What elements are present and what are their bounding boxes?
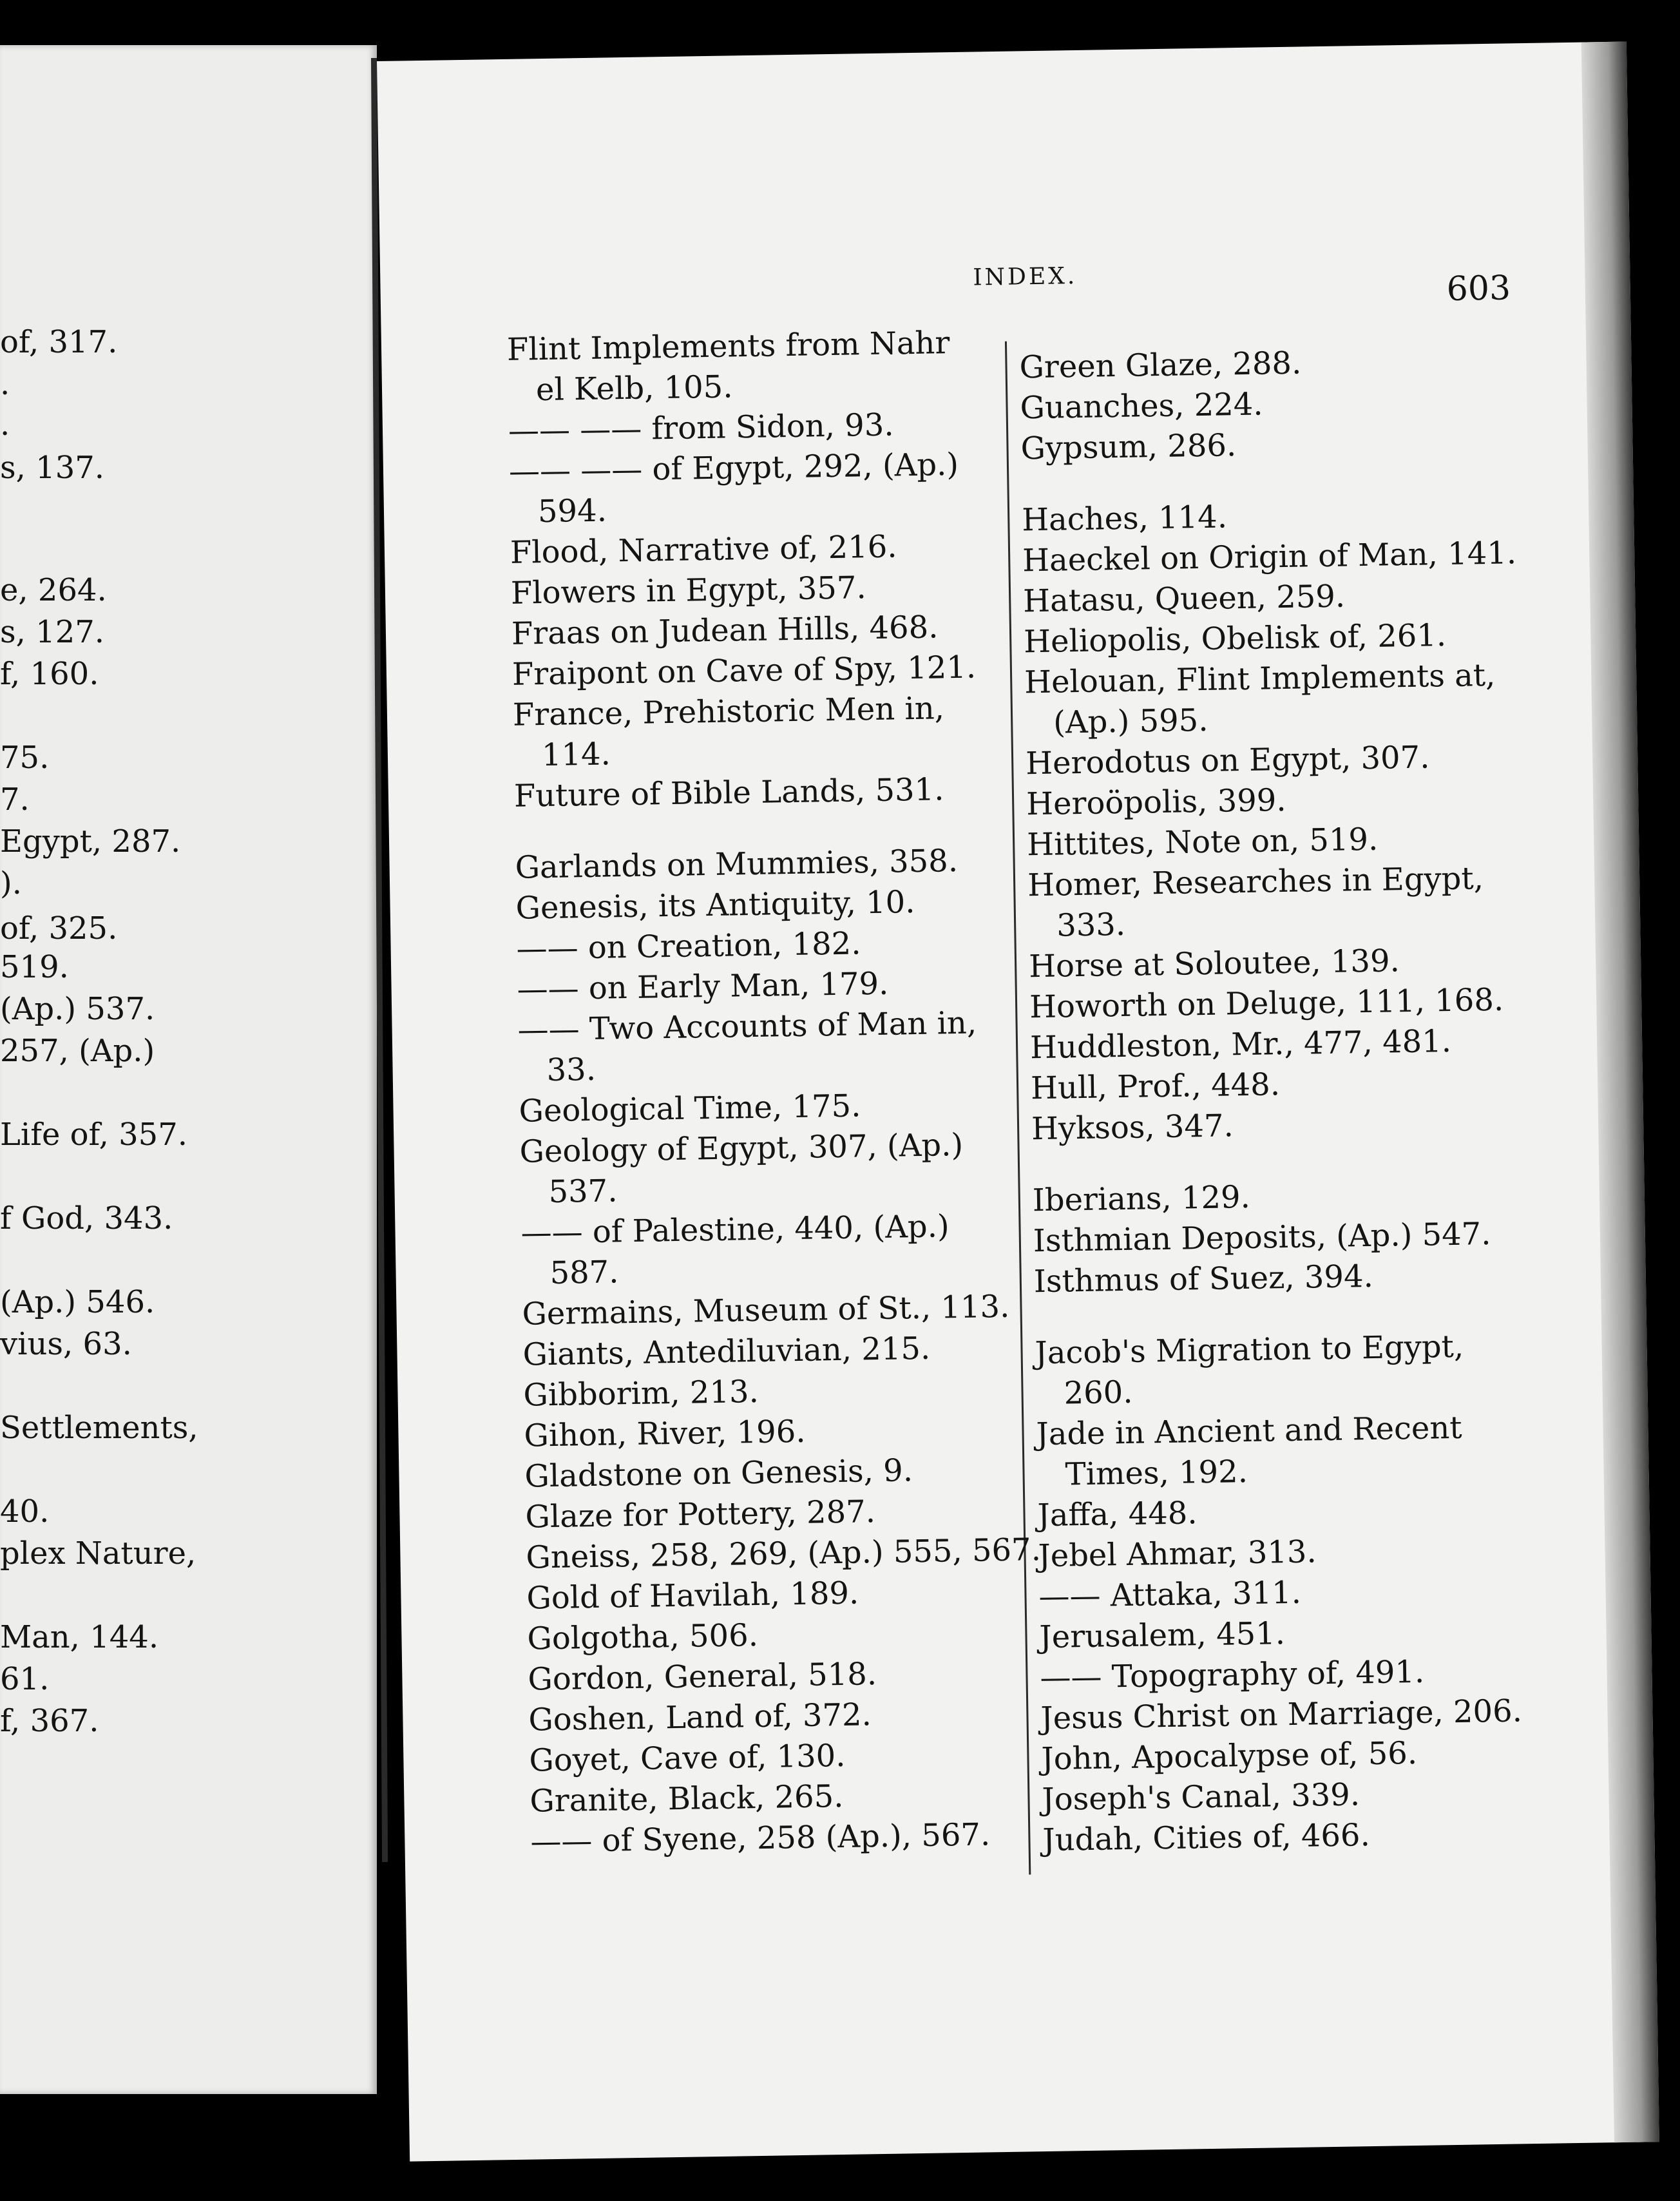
left-fragment: ).: [0, 865, 22, 901]
index-entry: Howorth on Deluge, 111, 168.: [1029, 981, 1504, 1026]
left-fragment: Settlements,: [0, 1410, 198, 1446]
index-entry: Gladstone on Genesis, 9.: [524, 1452, 913, 1495]
index-entry: Haeckel on Origin of Man, 141.: [1022, 535, 1517, 579]
left-fragment: Man, 144.: [0, 1619, 159, 1655]
index-entry: Goshen, Land of, 372.: [528, 1696, 872, 1738]
index-entry: Haches, 114.: [1021, 499, 1228, 539]
left-page: [0, 45, 377, 2094]
index-entry-continuation: 33.: [546, 1051, 597, 1089]
left-fragment: plex Nature,: [0, 1535, 196, 1571]
left-fragment: f, 367.: [0, 1703, 99, 1739]
index-entry-continuation: 594.: [537, 492, 607, 530]
index-entry-continuation: 587.: [549, 1254, 619, 1292]
index-entry: Guanches, 224.: [1020, 386, 1263, 427]
index-entry-continuation: 537.: [548, 1173, 618, 1211]
index-entry: Gneiss, 258, 269, (Ap.) 555, 567.: [526, 1532, 1042, 1576]
index-entry: Flowers in Egypt, 357.: [510, 570, 867, 611]
index-column-1: [506, 322, 1042, 1863]
index-entry-continuation: (Ap.) 595.: [1053, 702, 1208, 741]
index-entry-continuation: Times, 192.: [1065, 1454, 1248, 1493]
index-entry: Iberians, 129.: [1032, 1178, 1251, 1219]
left-fragment: 75.: [0, 740, 50, 776]
index-entry: Jerusalem, 451.: [1039, 1615, 1286, 1656]
index-entry: Fraas on Judean Hills, 468.: [511, 609, 939, 652]
left-fragment: 257, (Ap.): [0, 1033, 155, 1069]
left-fragment: e, 264.: [0, 572, 107, 608]
index-entry: Horse at Soloutee, 139.: [1028, 943, 1400, 985]
index-entry: Judah, Cities of, 466.: [1042, 1817, 1371, 1859]
left-fragment: (Ap.) 546.: [0, 1284, 155, 1320]
index-entry: France, Prehistoric Men in,: [512, 690, 945, 733]
index-entry: Gypsum, 286.: [1020, 427, 1237, 467]
left-fragment: vius, 63.: [0, 1326, 132, 1362]
left-fragment: (Ap.) 537.: [0, 991, 155, 1027]
index-entry: Giants, Antediluvian, 215.: [522, 1330, 931, 1373]
left-fragment: Life of, 357.: [0, 1117, 187, 1153]
index-entry-continuation: 333.: [1056, 906, 1126, 944]
left-fragment: 519.: [0, 949, 69, 985]
index-column-2: [1019, 340, 1532, 1861]
index-entry: Isthmian Deposits, (Ap.) 547.: [1033, 1216, 1491, 1260]
index-entry: Germains, Museum of St., 113.: [522, 1288, 1010, 1332]
index-entry: Geology of Egypt, 307, (Ap.): [519, 1126, 964, 1170]
index-entry: Jebel Ahmar, 313.: [1038, 1533, 1317, 1575]
index-entry: Helouan, Flint Implements at,: [1024, 657, 1496, 701]
index-entry-continuation: el Kelb, 105.: [535, 369, 733, 408]
index-entry: Hyksos, 347.: [1031, 1108, 1234, 1148]
index-entry: —— Topography of, 491.: [1040, 1653, 1425, 1696]
left-fragment: .: [0, 366, 10, 402]
index-entry: Heroöpolis, 399.: [1026, 782, 1286, 823]
left-fragment: 40.: [0, 1494, 50, 1530]
index-entry: Jaffa, 448.: [1037, 1495, 1198, 1534]
left-fragment: Egypt, 287.: [0, 823, 181, 860]
index-entry: Hatasu, Queen, 259.: [1022, 578, 1346, 620]
index-entry: Glaze for Pottery, 287.: [525, 1494, 876, 1535]
index-entry: Genesis, its Antiquity, 10.: [515, 884, 915, 927]
left-fragment: of, 317.: [0, 324, 118, 360]
index-entry: —— Attaka, 311.: [1038, 1574, 1302, 1615]
index-entry: Hull, Prof., 448.: [1030, 1066, 1281, 1107]
index-entry: Flood, Narrative of, 216.: [510, 528, 897, 571]
index-entry: Heliopolis, Obelisk of, 261.: [1023, 617, 1447, 660]
index-entry: Gold of Havilah, 189.: [526, 1575, 859, 1617]
index-entry: Garlands on Mummies, 358.: [515, 842, 959, 886]
index-entry: Goyet, Cave of, 130.: [529, 1737, 846, 1779]
index-entry: Golgotha, 506.: [527, 1617, 759, 1657]
page-edge: [1581, 42, 1659, 2143]
index-entry-continuation: 260.: [1064, 1374, 1133, 1412]
left-fragment: s, 127.: [0, 614, 105, 650]
index-entry: John, Apocalypse of, 56.: [1041, 1735, 1418, 1778]
index-entry: Gibborim, 213.: [523, 1373, 759, 1414]
index-entry: —— —— from Sidon, 93.: [508, 407, 894, 449]
index-entry: Flint Implements from Nahr: [506, 325, 950, 368]
index-entry: Granite, Black, 265.: [530, 1778, 844, 1820]
index-entry: Fraipont on Cave of Spy, 121.: [511, 649, 977, 693]
index-entry: Isthmus of Suez, 394.: [1033, 1258, 1374, 1300]
left-fragment: f, 160.: [0, 656, 99, 692]
left-fragment: 7.: [0, 782, 30, 818]
index-entry: —— on Early Man, 179.: [517, 965, 889, 1008]
left-fragment: of, 325.: [0, 910, 118, 947]
page-number: 603: [1446, 269, 1511, 309]
index-entry: Gordon, General, 518.: [528, 1656, 877, 1698]
index-entry: Gihon, River, 196.: [524, 1413, 806, 1454]
index-entry: Joseph's Canal, 339.: [1042, 1776, 1360, 1818]
index-entry: Herodotus on Egypt, 307.: [1025, 739, 1430, 782]
index-entry: Green Glaze, 288.: [1019, 345, 1302, 386]
index-entry: Jesus Christ on Marriage, 206.: [1040, 1693, 1523, 1737]
index-entry: Jacob's Migration to Egypt,: [1035, 1328, 1464, 1372]
left-fragment: .: [0, 407, 10, 443]
index-entry: —— —— of Egypt, 292, (Ap.): [508, 446, 959, 490]
left-fragment: f God, 343.: [0, 1200, 173, 1236]
index-entry: Hittites, Note on, 519.: [1026, 821, 1379, 863]
index-entry: —— of Palestine, 440, (Ap.): [520, 1208, 950, 1251]
index-entry: —— Two Accounts of Man in,: [517, 1004, 977, 1048]
index-entry: Future of Bible Lands, 531.: [513, 771, 944, 814]
left-fragment: s, 137.: [0, 450, 105, 486]
index-entry-continuation: 114.: [541, 736, 611, 774]
right-page: [377, 42, 1659, 2162]
left-fragment: 61.: [0, 1661, 50, 1697]
index-entry: Jade in Ancient and Recent: [1036, 1409, 1462, 1453]
index-entry: Huddleston, Mr., 477, 481.: [1029, 1023, 1452, 1066]
running-head: INDEX.: [973, 262, 1078, 291]
index-entry: Geological Time, 175.: [519, 1088, 861, 1129]
index-entry: —— of Syene, 258 (Ap.), 567.: [530, 1816, 991, 1860]
index-entry: —— on Creation, 182.: [516, 925, 861, 967]
index-entry: Homer, Researches in Egypt,: [1027, 860, 1484, 904]
